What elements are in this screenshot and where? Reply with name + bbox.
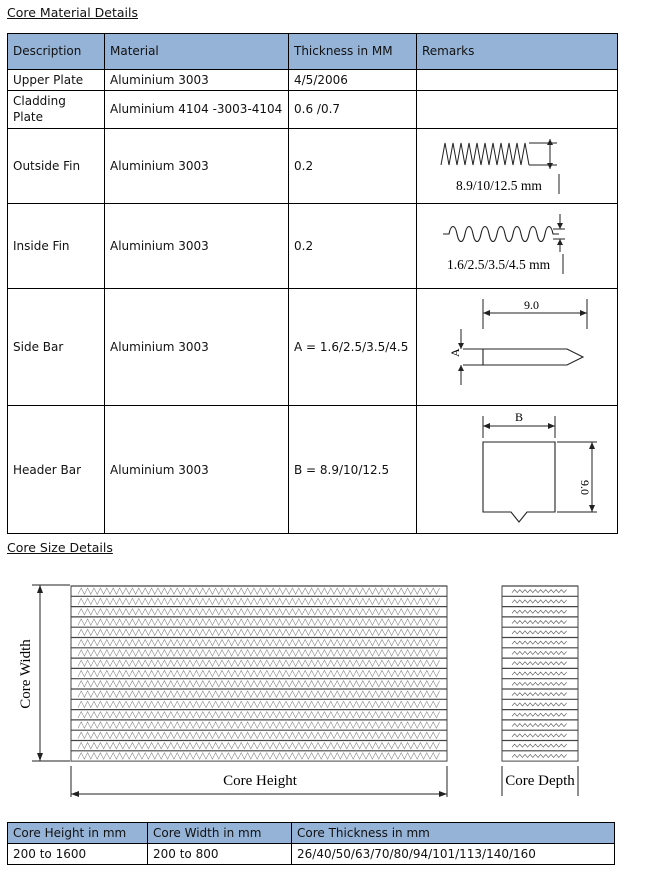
- table-row: [8, 844, 615, 865]
- inside-fin-dim-label: 1.6/2.5/3.5/4.5 mm: [447, 256, 551, 272]
- core-fin-zigzag: [512, 631, 567, 634]
- core-fin-zigzag: [78, 650, 440, 656]
- arrow-down-icon: [37, 753, 43, 761]
- core-fin-zigzag: [512, 703, 567, 706]
- cell-core-thickness: 26/40/50/63/70/80/94/101/113/140/160: [292, 844, 615, 865]
- cell-remarks: [417, 203, 618, 288]
- core-fin-zigzag: [78, 629, 440, 635]
- table-row: [8, 91, 618, 128]
- cell-core-width: 200 to 800: [148, 844, 292, 865]
- core-fin-zigzag: [512, 744, 567, 747]
- core-fin-zigzag: [512, 713, 567, 716]
- cell-description: Cladding Plate: [8, 91, 105, 128]
- core-fin-zigzag: [78, 640, 440, 646]
- core-fin-zigzag: [512, 672, 567, 675]
- core-front-view: [71, 586, 447, 761]
- cell-remarks: [417, 406, 618, 534]
- core-fin-zigzag: [78, 681, 440, 687]
- core-fin-zigzag: [78, 619, 440, 625]
- core-fin-zigzag: [512, 600, 567, 603]
- section-title-material: Core Material Details: [7, 5, 138, 20]
- header-core-thickness: Core Thickness in mm: [292, 823, 615, 844]
- core-fin-zigzag: [78, 670, 440, 676]
- core-fin-zigzag: [512, 754, 567, 757]
- cell-thickness: 4/5/2006: [289, 70, 417, 91]
- core-fin-zigzag: [78, 732, 440, 738]
- core-fin-zigzag: [78, 609, 440, 615]
- outside-fin-dim-label: 8.9/10/12.5 mm: [456, 177, 542, 193]
- cell-material: Aluminium 3003: [105, 406, 289, 534]
- table-row: [8, 203, 618, 288]
- cell-material: Aluminium 3003: [105, 128, 289, 203]
- core-fin-zigzag: [512, 621, 567, 624]
- core-fin-zigzag: [512, 734, 567, 737]
- core-fin-zigzag: [78, 588, 440, 594]
- inside-fin-drawing: [417, 204, 616, 284]
- core-fin-zigzag: [512, 641, 567, 644]
- header-bar-dim-side: 9.0: [578, 480, 592, 496]
- table-row: [8, 70, 618, 91]
- header-description: Description: [8, 34, 105, 70]
- core-fin-zigzag: [78, 691, 440, 697]
- arrow-up-icon: [37, 585, 43, 593]
- cell-description: Side Bar: [8, 288, 105, 405]
- cell-material: Aluminium 4104 -3003-4104: [105, 91, 289, 128]
- cell-thickness: 0.6 /0.7: [289, 91, 417, 128]
- core-width-label: Core Width: [18, 639, 34, 709]
- cell-thickness: 0.2: [289, 203, 417, 288]
- cell-thickness: B = 8.9/10/12.5: [289, 406, 417, 534]
- core-fin-zigzag: [78, 598, 440, 604]
- cell-remarks: [417, 288, 618, 405]
- cell-material: Aluminium 3003: [105, 288, 289, 405]
- cell-description: Outside Fin: [8, 128, 105, 203]
- cell-thickness: 0.2: [289, 128, 417, 203]
- cell-remarks: [417, 91, 618, 128]
- core-fin-zigzag: [78, 753, 440, 759]
- side-bar-dim-side: A: [448, 348, 462, 357]
- cell-core-height: 200 to 1600: [8, 844, 148, 865]
- core-size-diagram: [0, 570, 653, 810]
- arrow-left-icon: [71, 791, 79, 797]
- cell-material: Aluminium 3003: [105, 70, 289, 91]
- core-fin-zigzag: [512, 651, 567, 654]
- arrow-right-icon: [439, 791, 447, 797]
- core-fin-zigzag: [512, 693, 567, 696]
- header-core-height: Core Height in mm: [8, 823, 148, 844]
- side-bar-dim-top: 9.0: [524, 297, 539, 312]
- section-title-core-size: Core Size Details: [7, 540, 113, 555]
- cell-description: Upper Plate: [8, 70, 105, 91]
- header-core-width: Core Width in mm: [148, 823, 292, 844]
- outside-fin-drawing: [417, 129, 616, 199]
- core-fin-zigzag: [512, 610, 567, 613]
- cell-description: Inside Fin: [8, 203, 105, 288]
- material-table: [7, 33, 618, 534]
- core-fin-zigzag: [78, 712, 440, 718]
- header-thickness: Thickness in MM: [289, 34, 417, 70]
- side-bar-drawing: [417, 289, 616, 401]
- core-fin-zigzag: [512, 682, 567, 685]
- cell-remarks: [417, 128, 618, 203]
- cell-material: Aluminium 3003: [105, 203, 289, 288]
- table-row: [8, 128, 618, 203]
- core-fin-zigzag: [512, 662, 567, 665]
- core-height-label: Core Height: [223, 773, 297, 789]
- header-bar-dim-top: B: [515, 410, 524, 425]
- core-depth-label: Core Depth: [505, 773, 575, 789]
- cell-description: Header Bar: [8, 406, 105, 534]
- core-side-view: [502, 586, 578, 761]
- core-fin-zigzag: [512, 590, 567, 593]
- core-fin-zigzag: [78, 701, 440, 707]
- core-fin-zigzag: [78, 722, 440, 728]
- table-row: [8, 406, 618, 534]
- core-fin-zigzag: [78, 660, 440, 666]
- size-table: [7, 822, 615, 865]
- cell-thickness: A = 1.6/2.5/3.5/4.5: [289, 288, 417, 405]
- cell-remarks: [417, 70, 618, 91]
- header-material: Material: [105, 34, 289, 70]
- core-fin-zigzag: [512, 724, 567, 727]
- header-bar-drawing: [417, 406, 616, 529]
- header-remarks: Remarks: [417, 34, 618, 70]
- table-row: [8, 288, 618, 405]
- core-fin-zigzag: [78, 743, 440, 749]
